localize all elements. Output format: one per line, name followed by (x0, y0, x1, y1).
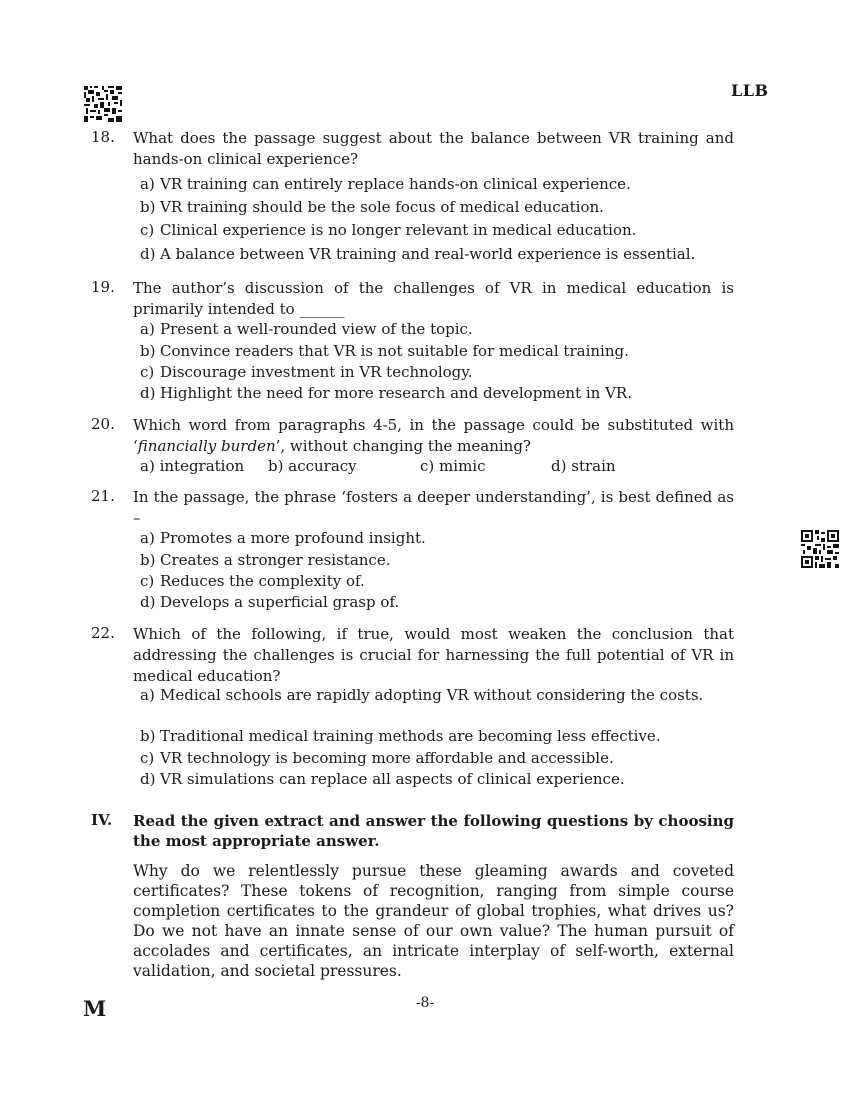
option-row (140, 456, 734, 477)
question-number: 20. (91, 415, 115, 433)
option-b: b) Convince readers that VR is not suitable for medical training. (140, 342, 629, 360)
qr-code-icon (801, 530, 839, 568)
option-b: b) Creates a stronger resistance. (140, 551, 391, 569)
option-d: d) strain (551, 457, 616, 475)
option-c: c) Reduces the complexity of. (140, 572, 365, 590)
option-b: b) accuracy (268, 457, 357, 475)
option-d: d) Develops a superficial grasp of. (140, 593, 400, 611)
page-number: -8- (415, 995, 435, 1011)
question-number: 22. (91, 624, 115, 642)
question-text: Which word from paragraphs 4-5, in the passage could be substituted with ‘financially burden’, without changing the meaning? (133, 416, 734, 455)
option-a: a) Medical schools are rapidly adopting VR without considering the costs. (140, 686, 704, 704)
question-text: The author’s discussion of the challenges of VR in medical education is primarily intended to ______ (133, 279, 734, 318)
option-b: b) Traditional medical training methods are becoming less effective. (140, 727, 661, 745)
barcode-icon (84, 86, 122, 122)
question-number: 21. (91, 487, 115, 505)
question-number: 18. (91, 128, 115, 146)
option-c: c) mimic (420, 457, 486, 475)
option-d: d) Highlight the need for more research and development in VR. (140, 384, 632, 402)
option-a: a) Promotes a more profound insight. (140, 529, 426, 547)
italic-phrase: financially burden (137, 437, 276, 455)
option-c: c) Clinical experience is no longer relevant in medical education. (140, 221, 637, 239)
option-a: a) Present a well-rounded view of the topic. (140, 320, 473, 338)
question-text: In the passage, the phrase ‘fosters a deeper understanding’, is best defined as – (133, 488, 734, 527)
question-text: Which of the following, if true, would most weaken the conclusion that addressing the challenges is crucial for harnessing the full potential of VR in medical education? (133, 625, 734, 685)
option-d: d) VR simulations can replace all aspects of clinical experience. (140, 770, 625, 788)
exam-code: LLB (731, 81, 769, 100)
option-c: c) VR technology is becoming more affordable and accessible. (140, 749, 614, 767)
option-a: a) VR training can entirely replace hands-on clinical experience. (140, 175, 631, 193)
passage-text: Why do we relentlessly pursue these gleaming awards and coveted certificates? These tokens of recognition, ranging from simple course completion certificates to the grandeur of global trophies, what drives us? Do we not have an innate sense of our own value? The human pursuit of accolades and certificates, an intricate interplay of self-worth, external validation, and societal pressures. (133, 862, 734, 980)
section-number: IV. (91, 811, 113, 829)
option-c: c) Discourage investment in VR technology. (140, 363, 473, 381)
section-instruction: Read the given extract and answer the following questions by choosing the most appropriate answer. (133, 812, 734, 850)
option-d: d) A balance between VR training and real-world experience is essential. (140, 245, 696, 263)
question-text: What does the passage suggest about the balance between VR training and hands-on clinical experience? (133, 129, 734, 168)
option-b: b) VR training should be the sole focus of medical education. (140, 198, 604, 216)
question-number: 19. (91, 278, 115, 296)
option-a: a) integration (140, 457, 245, 475)
series-mark: M (83, 996, 107, 1021)
